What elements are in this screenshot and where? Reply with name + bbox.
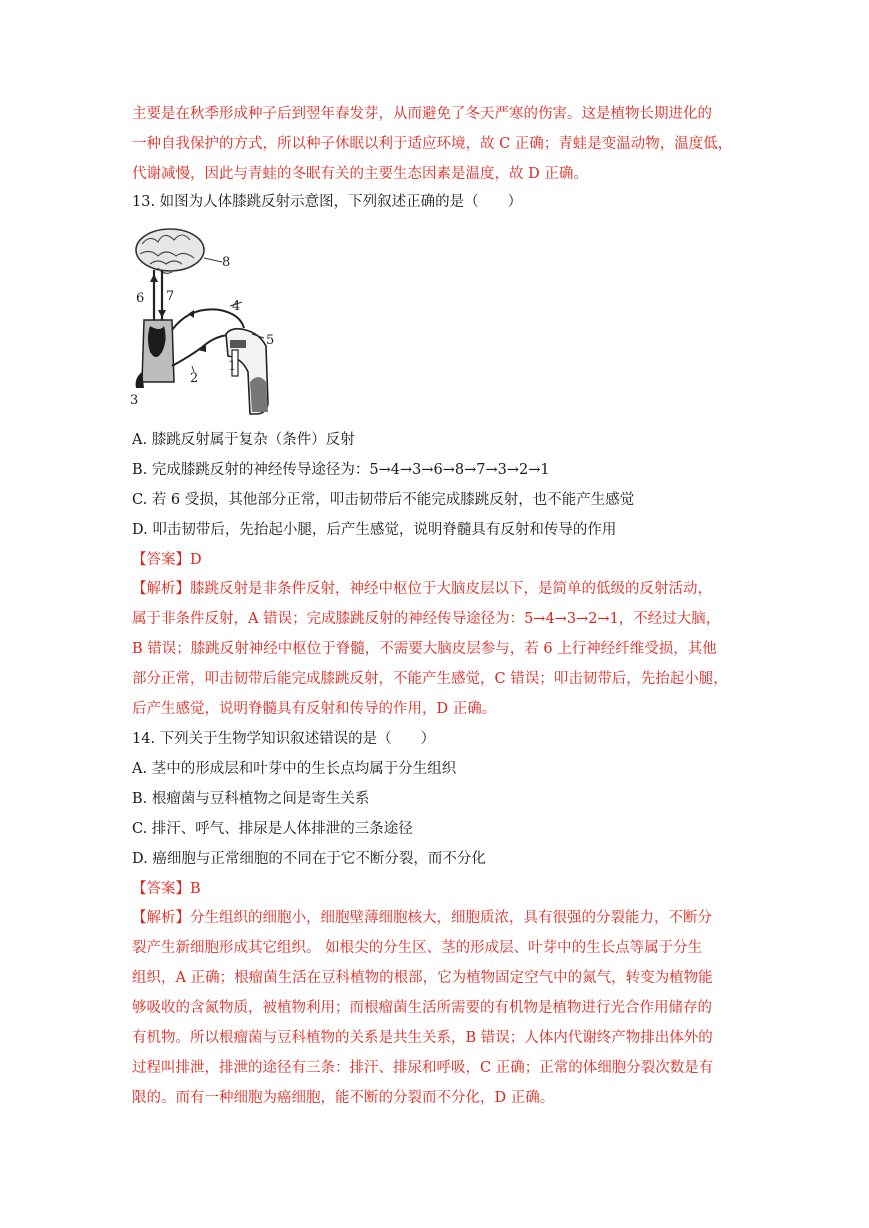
question-14-analysis-line: 裂产生新细胞形成其它组织。 如根尖的分生区、茎的形成层、叶芽中的生长点等属于分生 [132, 940, 703, 956]
question-13-analysis-line: 【解析】膝跳反射是非条件反射，神经中枢位于大脑皮层以下，是简单的低级的反射活动， [132, 581, 712, 597]
question-14-option-a: A. 茎中的形成层和叶芽中的生长点均属于分生组织 [132, 761, 457, 777]
analysis-tag: 【解析】 [132, 581, 190, 597]
question-14-option-d: D. 癌细胞与正常细胞的不同在于它不断分裂，而不分化 [132, 851, 486, 867]
figure-label: 1 [228, 359, 237, 374]
question-14-analysis-line: 够吸收的含氮物质，被植物利用；而根瘤菌生活所需要的有机物是植物进行光合作用储存的 [132, 1000, 712, 1016]
knee-jerk-reflex-figure [128, 222, 296, 418]
figure-label: 5 [266, 333, 275, 348]
question-13-answer [132, 550, 202, 570]
figure-label: 8 [222, 255, 231, 270]
figure-label: 7 [166, 289, 175, 304]
question-13-analysis-line: B 错误；膝跳反射神经中枢位于脊髓，不需要大脑皮层参与，若 6 上行神经纤维受损，其他 [132, 641, 717, 657]
question-13-analysis-line: 属于非条件反射，A 错误；完成膝跳反射的神经传导途径为：5→4→3→2→1，不经过大脑， [132, 611, 721, 627]
intro-line: 代谢减慢，因此与青蛙的冬眠有关的主要生态因素是温度，故 D 正确。 [132, 166, 588, 182]
figure-label: 2 [190, 371, 199, 386]
question-13-option-d: D. 叩击韧带后，先抬起小腿，后产生感觉，说明脊髓具有反射和传导的作用 [132, 522, 617, 538]
answer-value: B [190, 881, 201, 897]
question-14-stem: 14. 下列关于生物学知识叙述错误的是（ ） [132, 731, 436, 747]
figure-label: 4 [232, 299, 241, 314]
question-13-analysis-line: 部分正常，叩击韧带后能完成膝跳反射，不能产生感觉，C 错误；叩击韧带后，先抬起小腿， [132, 671, 728, 687]
question-14-analysis-line: 【解析】分生组织的细胞小，细胞壁薄细胞核大，细胞质浓，具有很强的分裂能力，不断分 [132, 910, 712, 926]
answer-tag: 【答案】 [132, 552, 190, 568]
answer-value: D [190, 552, 202, 568]
question-14-analysis-line: 有机物。所以根瘤菌与豆科植物的关系是共生关系，B 错误；人体内代谢终产物排出体外的 [132, 1030, 713, 1046]
answer-tag: 【答案】 [132, 881, 190, 897]
spinal-cord-drawing [136, 320, 174, 388]
label-8-leader [204, 258, 222, 262]
question-14-answer [132, 879, 201, 899]
question-14-analysis-line: 过程叫排泄，排泄的途径有三条：排汗、排尿和呼吸，C 正确；正常的体细胞分裂次数是有 [132, 1060, 714, 1076]
figure-label: 6 [136, 291, 145, 306]
question-13-option-c: C. 若 6 受损，其他部分正常，叩击韧带后不能完成膝跳反射，也不能产生感觉 [132, 492, 635, 508]
brain-drawing [136, 229, 204, 273]
knee-reflex-diagram [128, 222, 296, 418]
question-14-analysis-line: 组织，A 正确；根瘤菌生活在豆科植物的根部，它为植物固定空气中的氮气，转变为植物能 [132, 970, 713, 986]
intro-line: 主要是在秋季形成种子后到翌年春发芽，从而避免了冬天严寒的伤害。这是植物长期进化的 [132, 106, 712, 122]
question-13-option-b: B. 完成膝跳反射的神经传导途径为：5→4→3→6→8→7→3→2→1 [132, 462, 550, 478]
question-13-option-a: A. 膝跳反射属于复杂（条件）反射 [132, 432, 355, 448]
question-13-analysis-line: 后产生感觉，说明脊髓具有反射和传导的作用，D 正确。 [132, 701, 497, 717]
analysis-tag: 【解析】 [132, 910, 190, 926]
intro-line: 一种自我保护的方式，所以种子休眠以利于适应环境，故 C 正确；青蛙是变温动物，温度低， [132, 136, 733, 152]
figure-label: 3 [130, 393, 139, 408]
question-14-analysis-line: 限的。而有一种细胞为癌细胞，能不断的分裂而不分化，D 正确。 [132, 1090, 555, 1106]
question-14-option-b: B. 根瘤菌与豆科植物之间是寄生关系 [132, 791, 370, 807]
question-13-stem: 13. 如图为人体膝跳反射示意图，下列叙述正确的是（ ） [132, 194, 523, 210]
question-14-option-c: C. 排汗、呼气、排尿是人体排泄的三条途径 [132, 821, 413, 837]
